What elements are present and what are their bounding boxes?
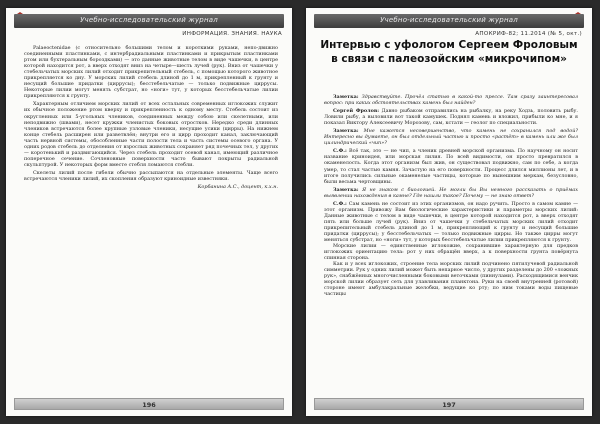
speaker-label: С.Ф.: (333, 148, 347, 155)
speaker-label: Сергей Фролов: (333, 108, 380, 115)
article-body (24, 45, 278, 190)
running-header (14, 14, 284, 28)
header-title: Учебно-исследовательский журнал (80, 16, 218, 24)
interview-paragraph (324, 243, 578, 261)
interview-paragraph (324, 261, 578, 297)
paragraph-text: Мне кажется несовершенство, что камень не сохранился под водой? Интересно вы думаете, он был отдельный частью и просто «растёт» в камень или же был цилиндрический «чип»? (324, 128, 578, 147)
page-footer (314, 398, 584, 410)
paragraph-text: Давно рыбаком отправились на рыбалку, на реку Ходзь, половить рыбу. Ловили рыбу, а выловили вот такой камушек. Поднял камень и вложил, прибыли ко мне, и я показал Виктору Алексеевичу Морозову, сам, кстати — геолог по специальности. (324, 108, 578, 127)
page-number: 197 (442, 400, 456, 409)
speaker-label: Заметка: (333, 128, 359, 135)
paragraph-text: Морские лилии — единственные иглокожие, сохранившие характерную для предков иглокожих ориентацию тела: рот у них обращён вверх, а к поверхности грунта повёрнута спинная сторона. (324, 243, 578, 262)
paragraph: Palaeoctenidae (с относительно большими телом и короткими руками, непо-движно соединенными пластинками, с интербрадиальными пластинками и прикрытым пластинками ртом или бухтеральным бороздками) — это данные животные телом в виде чашечки, в центре которой находится рот, а вверх отходят вниз на четыре—шесть лучей (рук). Вниз от чашечки у стебельчатых морских лилий отходит прикрепительный стебель, с помощью которого животное прикрепляется ко дну. У морских лилий стебель длиной до 1 м, прикрепленный к грунту и несущий большие придатки (циррусы); бесстебельчатые — только подвижные циррусы. Некоторые лилии могут менять субстрат, но «ноги» тут, у которых бесстебельчатые лилии прикрепляются к грунту. (24, 45, 278, 100)
header-title: Учебно-исследовательский журнал (380, 16, 518, 24)
interview-paragraph (324, 201, 578, 243)
interview-paragraph (324, 128, 578, 146)
speaker-label: Заметка: (333, 94, 359, 100)
interview-paragraph (324, 187, 578, 199)
interview-body (324, 94, 578, 298)
left-page (6, 8, 292, 416)
paragraph-text: Всё так, это — не чип, а членик древней морской организма. По научному он носит название криноидея, или морская лилия. По всей видимости, он просто превратился в окаменелость. Когда этот организм был жив, он существовал подвижно, сам по себе, а когда умер, то стал частью камня. Зачастую на его поверхности. Процесс длился миллионы лет, и в итоге получились сильные окаменелые частицы, которые по нынешним меркам, безусловно, были весьма чертовщины. (324, 148, 578, 185)
interview-paragraph (324, 108, 578, 126)
interview-paragraph (324, 94, 578, 106)
speaker-label: Заметка: (333, 186, 359, 193)
paragraph-text: Сам камень не состоит из этих организмов, он надо ручить. Просто в самом камне — этот организм. Привожу Вам биологические характеристики и параметры морских лилий: Данные животные с телом в виде чашечки, в центре которой находится рот, а вверх отходят пять или больше лучей (рук). Вниз от чашечки у стебельчатых морских лилий отходит прикрепительный стебель длиной до 1 м, прикрепляющий к грунту и несущий большие придатки (циррусы); у бесстебельчатых — только подвижные цирры. Но также цирры могут меняться субстрат, но «ноги» тут, у которых бесстебельчатые лилии прикрепляются к грунту. (324, 200, 579, 244)
paragraph: Характерным отличием морских лилий от всех остальных современных иглокожих служит их обычное положение ртом кверху и прикрепленность к одному месту. Стебель состоит из округленных или 5-угольных члеников, соединенных между собою или скелетными, или неподвижно (швами), несет кружки членистых боковых отростков. Нередко среди длинных члеников встречаются более крупные узловые членики, несущие усики (цирры). На нижнем конце стебель расширен или разветвлён; внутри его и цирр проходит канал, заключающий часть нервной системы, обособленные части полости тела и часть системы осевого органа. У одних родов стебель до отделения от взрослых животных сохраняет ряд почечных тел, у других — коротенький и раздвигающийся. Через стебель проходит осевой канал, имеющий различное поперечное сечение. Сочленовные поверхности часто бывают покрыты радиальной скульптурой. У некоторых форм вместе стебля ломаются стебли. (24, 101, 278, 168)
article-title: Интервью с уфологом Сергеем Фроловым в связи с палеозойским «микрочипом» (320, 39, 578, 65)
running-header (314, 14, 584, 28)
page-footer (14, 398, 284, 410)
paragraph: Скелеты лилий после гибели обычно рассыпаются на отдельные элементы. Чаще всего встречаются членики лилий, их скопления образуют криноидные известняки. (24, 169, 278, 182)
right-page (306, 8, 592, 416)
paragraph-text: Как и у всех иглокожих, строение тела морских лилий подчинено пятилучевой радиальной симметрии. Рук у одних лилий может быть непарное число, у других разделены до 200 «ложных рук», снабжённых многочисленными боковыми веточками (пиннулами). Расходящимися венчик морской лилии образует сеть для улавливания планктона. Руки на своей внутренней (ротовой) стороне имеют амбулакральные желобки, ведущие ко рту; по ним токами воды пищевые частицы (324, 261, 578, 298)
speaker-label: С.Ф.: (333, 200, 347, 207)
page-number: 196 (142, 400, 156, 409)
issue-line: АПОКРИФ-82; 11.2014 (№ 5, окт.) (475, 31, 582, 37)
author-signature: Корбанина А.С., доцент, к.х.н. (197, 184, 278, 191)
paragraph-text: Здравствуйте. Прочёл статью в какой-то прессе. Там сразу заинтересовал вопрос: при каких обстоятельствах камень был найден? (324, 94, 578, 107)
interview-paragraph (324, 148, 578, 184)
section-title: ИНФОРМАЦИЯ. ЗНАНИЯ. НАУКА (182, 31, 282, 37)
paragraph-text: Я не знаком с биологией. Не могли бы Вы немного рассказать о приёмах выявлении нахождения в камне? Где нашли такое? Почему — не знаю ответ? (324, 186, 578, 199)
